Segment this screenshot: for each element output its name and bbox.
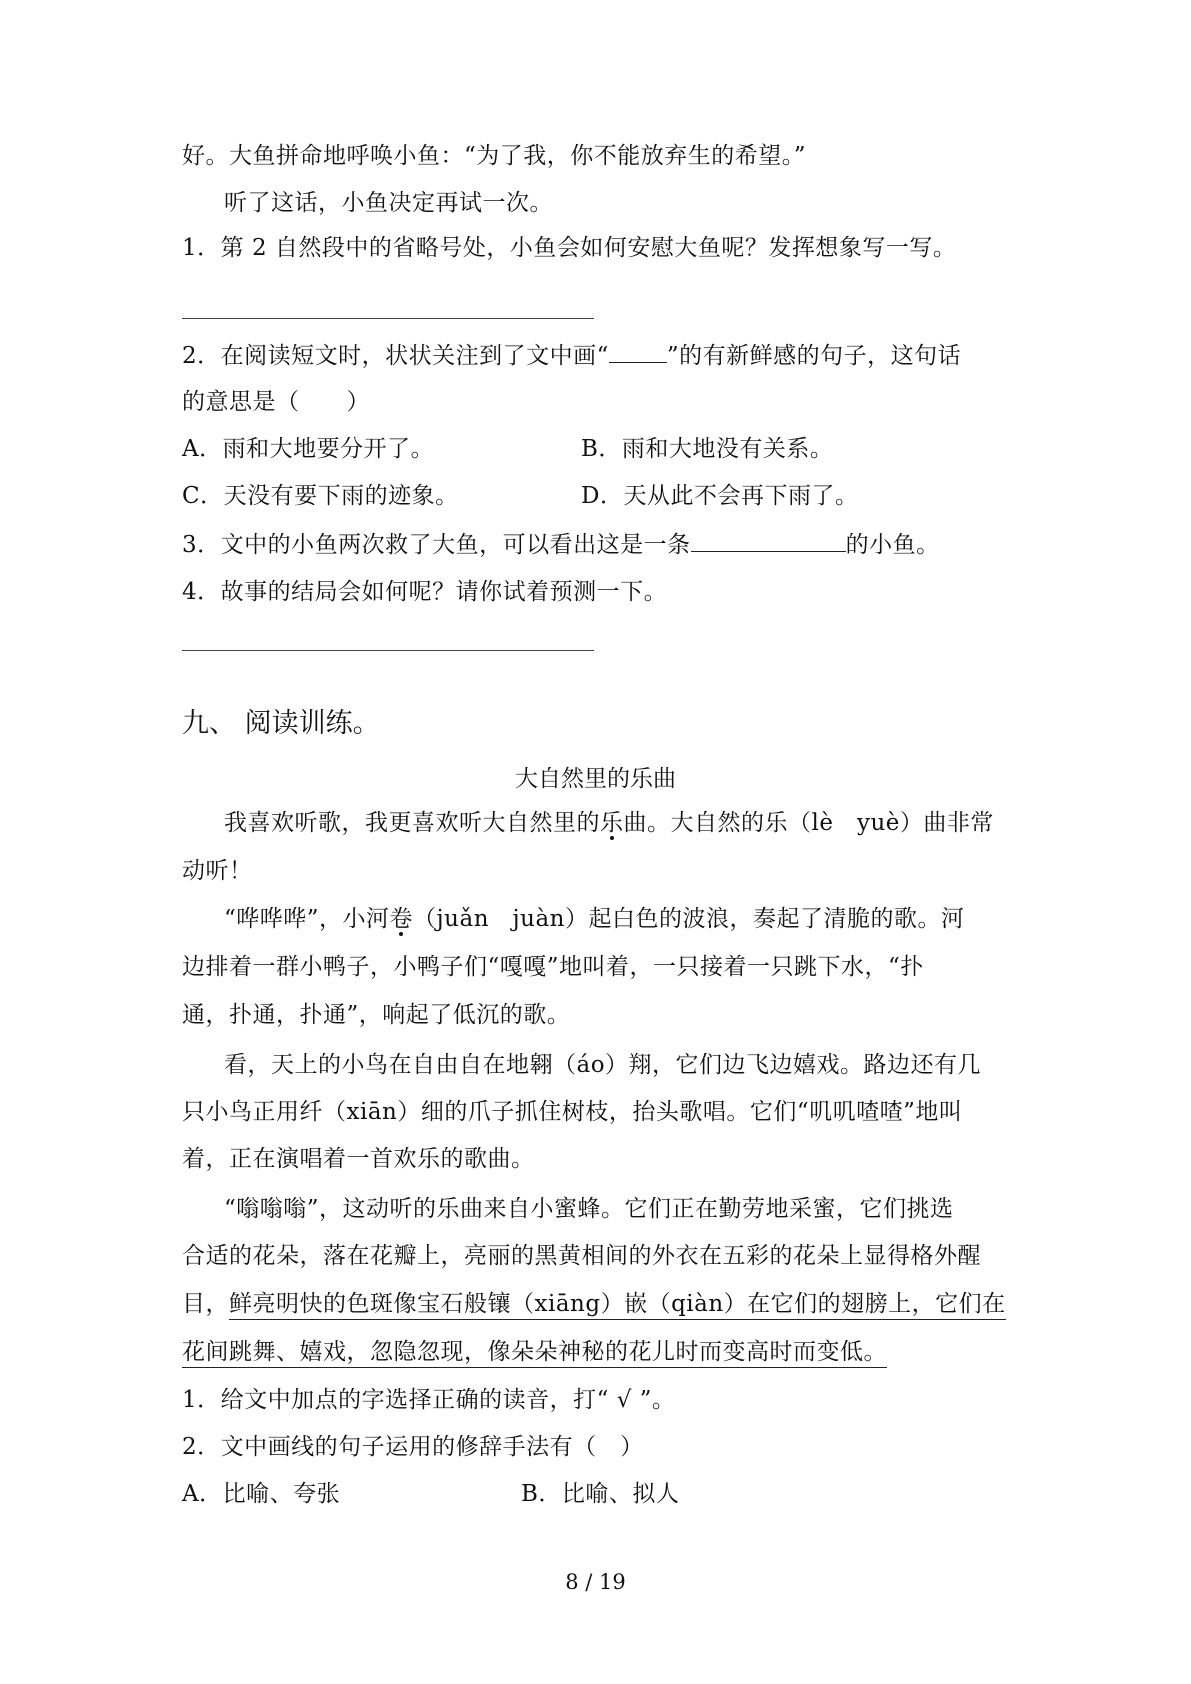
underlined-sentence: 鲜亮明快的色斑像宝石般镶（xiāng）嵌（qiàn）在它们的翅膀上，它们在 xyxy=(229,1291,1006,1320)
answer-line xyxy=(182,650,594,651)
question-2 xyxy=(182,340,961,372)
text-line: 听了这话，小鱼决定再试一次。 xyxy=(224,190,553,216)
option-c: C．天没有要下雨的迹象。 xyxy=(182,483,459,509)
fill-blank xyxy=(691,529,846,552)
question-2-text-end: ”的有新鲜感的句子，这句话 xyxy=(666,343,962,369)
passage-line xyxy=(224,807,994,839)
question-1: 1．第 2 自然段中的省略号处，小鱼会如何安慰大鱼呢？发挥想象写一写。 xyxy=(182,235,957,261)
question-4: 4．故事的结局会如何呢？请你试着预测一下。 xyxy=(182,579,668,605)
text-line: 好。大鱼拼命地呼唤小鱼：“为了我，你不能放弃生的希望。” xyxy=(182,143,807,169)
exercise-option-b: B．比喻、拟人 xyxy=(521,1481,680,1507)
exercise-question-1: 1．给文中加点的字选择正确的读音，打“ √ ”。 xyxy=(182,1387,676,1413)
dotted-character: 卷 xyxy=(389,906,414,932)
exercise-option-a: A．比喻、夸张 xyxy=(182,1481,341,1507)
passage-line xyxy=(224,903,964,935)
passage-text: （juǎn juàn）起白色的波浪，奏起了清脆的歌。河 xyxy=(413,906,965,932)
option-a: A．雨和大地要分开了。 xyxy=(182,436,435,462)
passage-line: 着，正在演唱着一首欢乐的歌曲。 xyxy=(182,1146,535,1172)
dotted-character: 乐 xyxy=(600,810,624,836)
question-3-text-start: 3．文中的小鱼两次救了大鱼，可以看出这是一条 xyxy=(182,532,691,558)
page-number: 8 / 19 xyxy=(565,1570,626,1594)
question-3 xyxy=(182,529,940,561)
section-heading: 九、 阅读训练。 xyxy=(182,708,380,739)
passage-text: 目， xyxy=(182,1291,229,1317)
passage-text: 曲。大自然的乐（lè yuè）曲非常 xyxy=(623,810,994,836)
question-2-continued: 的意思是（ ） xyxy=(182,389,370,415)
passage-line: 边排着一群小鸭子，小鸭子们“嘎嘎”地叫着，一只接着一只跳下水，“扑 xyxy=(182,954,924,980)
passage-line: 合适的花朵，落在花瓣上，亮丽的黑黄相间的外衣在五彩的花朵上显得格外醒 xyxy=(182,1243,981,1269)
passage-line xyxy=(182,1336,887,1368)
passage-line: 看，天上的小鸟在自由自在地翱（áo）翔，它们边飞边嬉戏。路边还有几 xyxy=(224,1052,982,1078)
underlined-sentence: 花间跳舞、嬉戏，忽隐忽现，像朵朵神秘的花儿时而变高时而变低。 xyxy=(182,1339,887,1368)
passage-text: 我喜欢听歌，我更喜欢听大自然里的 xyxy=(224,810,600,836)
passage-text: “哗哗哗”，小河 xyxy=(224,906,390,932)
answer-line xyxy=(182,318,594,319)
option-b: B．雨和大地没有关系。 xyxy=(581,436,834,462)
passage-line: 通，扑通，扑通”，响起了低沉的歌。 xyxy=(182,1002,571,1028)
underline-blank xyxy=(609,340,667,363)
question-2-text-start: 2．在阅读短文时，状状关注到了文中画“ xyxy=(182,343,609,369)
exercise-question-2: 2．文中画线的句子运用的修辞手法有（ ） xyxy=(182,1434,644,1460)
passage-title: 大自然里的乐曲 xyxy=(515,766,676,792)
passage-line xyxy=(182,1288,1006,1320)
passage-line: 只小鸟正用纤（xiān）细的爪子抓住树枝，抬头歌唱。它们“叽叽喳喳”地叫 xyxy=(182,1099,963,1125)
question-3-text-end: 的小鱼。 xyxy=(845,532,940,558)
passage-line: 动听！ xyxy=(182,858,253,884)
option-d: D．天从此不会再下雨了。 xyxy=(581,483,859,509)
passage-line: “嗡嗡嗡”，这动听的乐曲来自小蜜蜂。它们正在勤劳地采蜜，它们挑选 xyxy=(224,1196,954,1222)
